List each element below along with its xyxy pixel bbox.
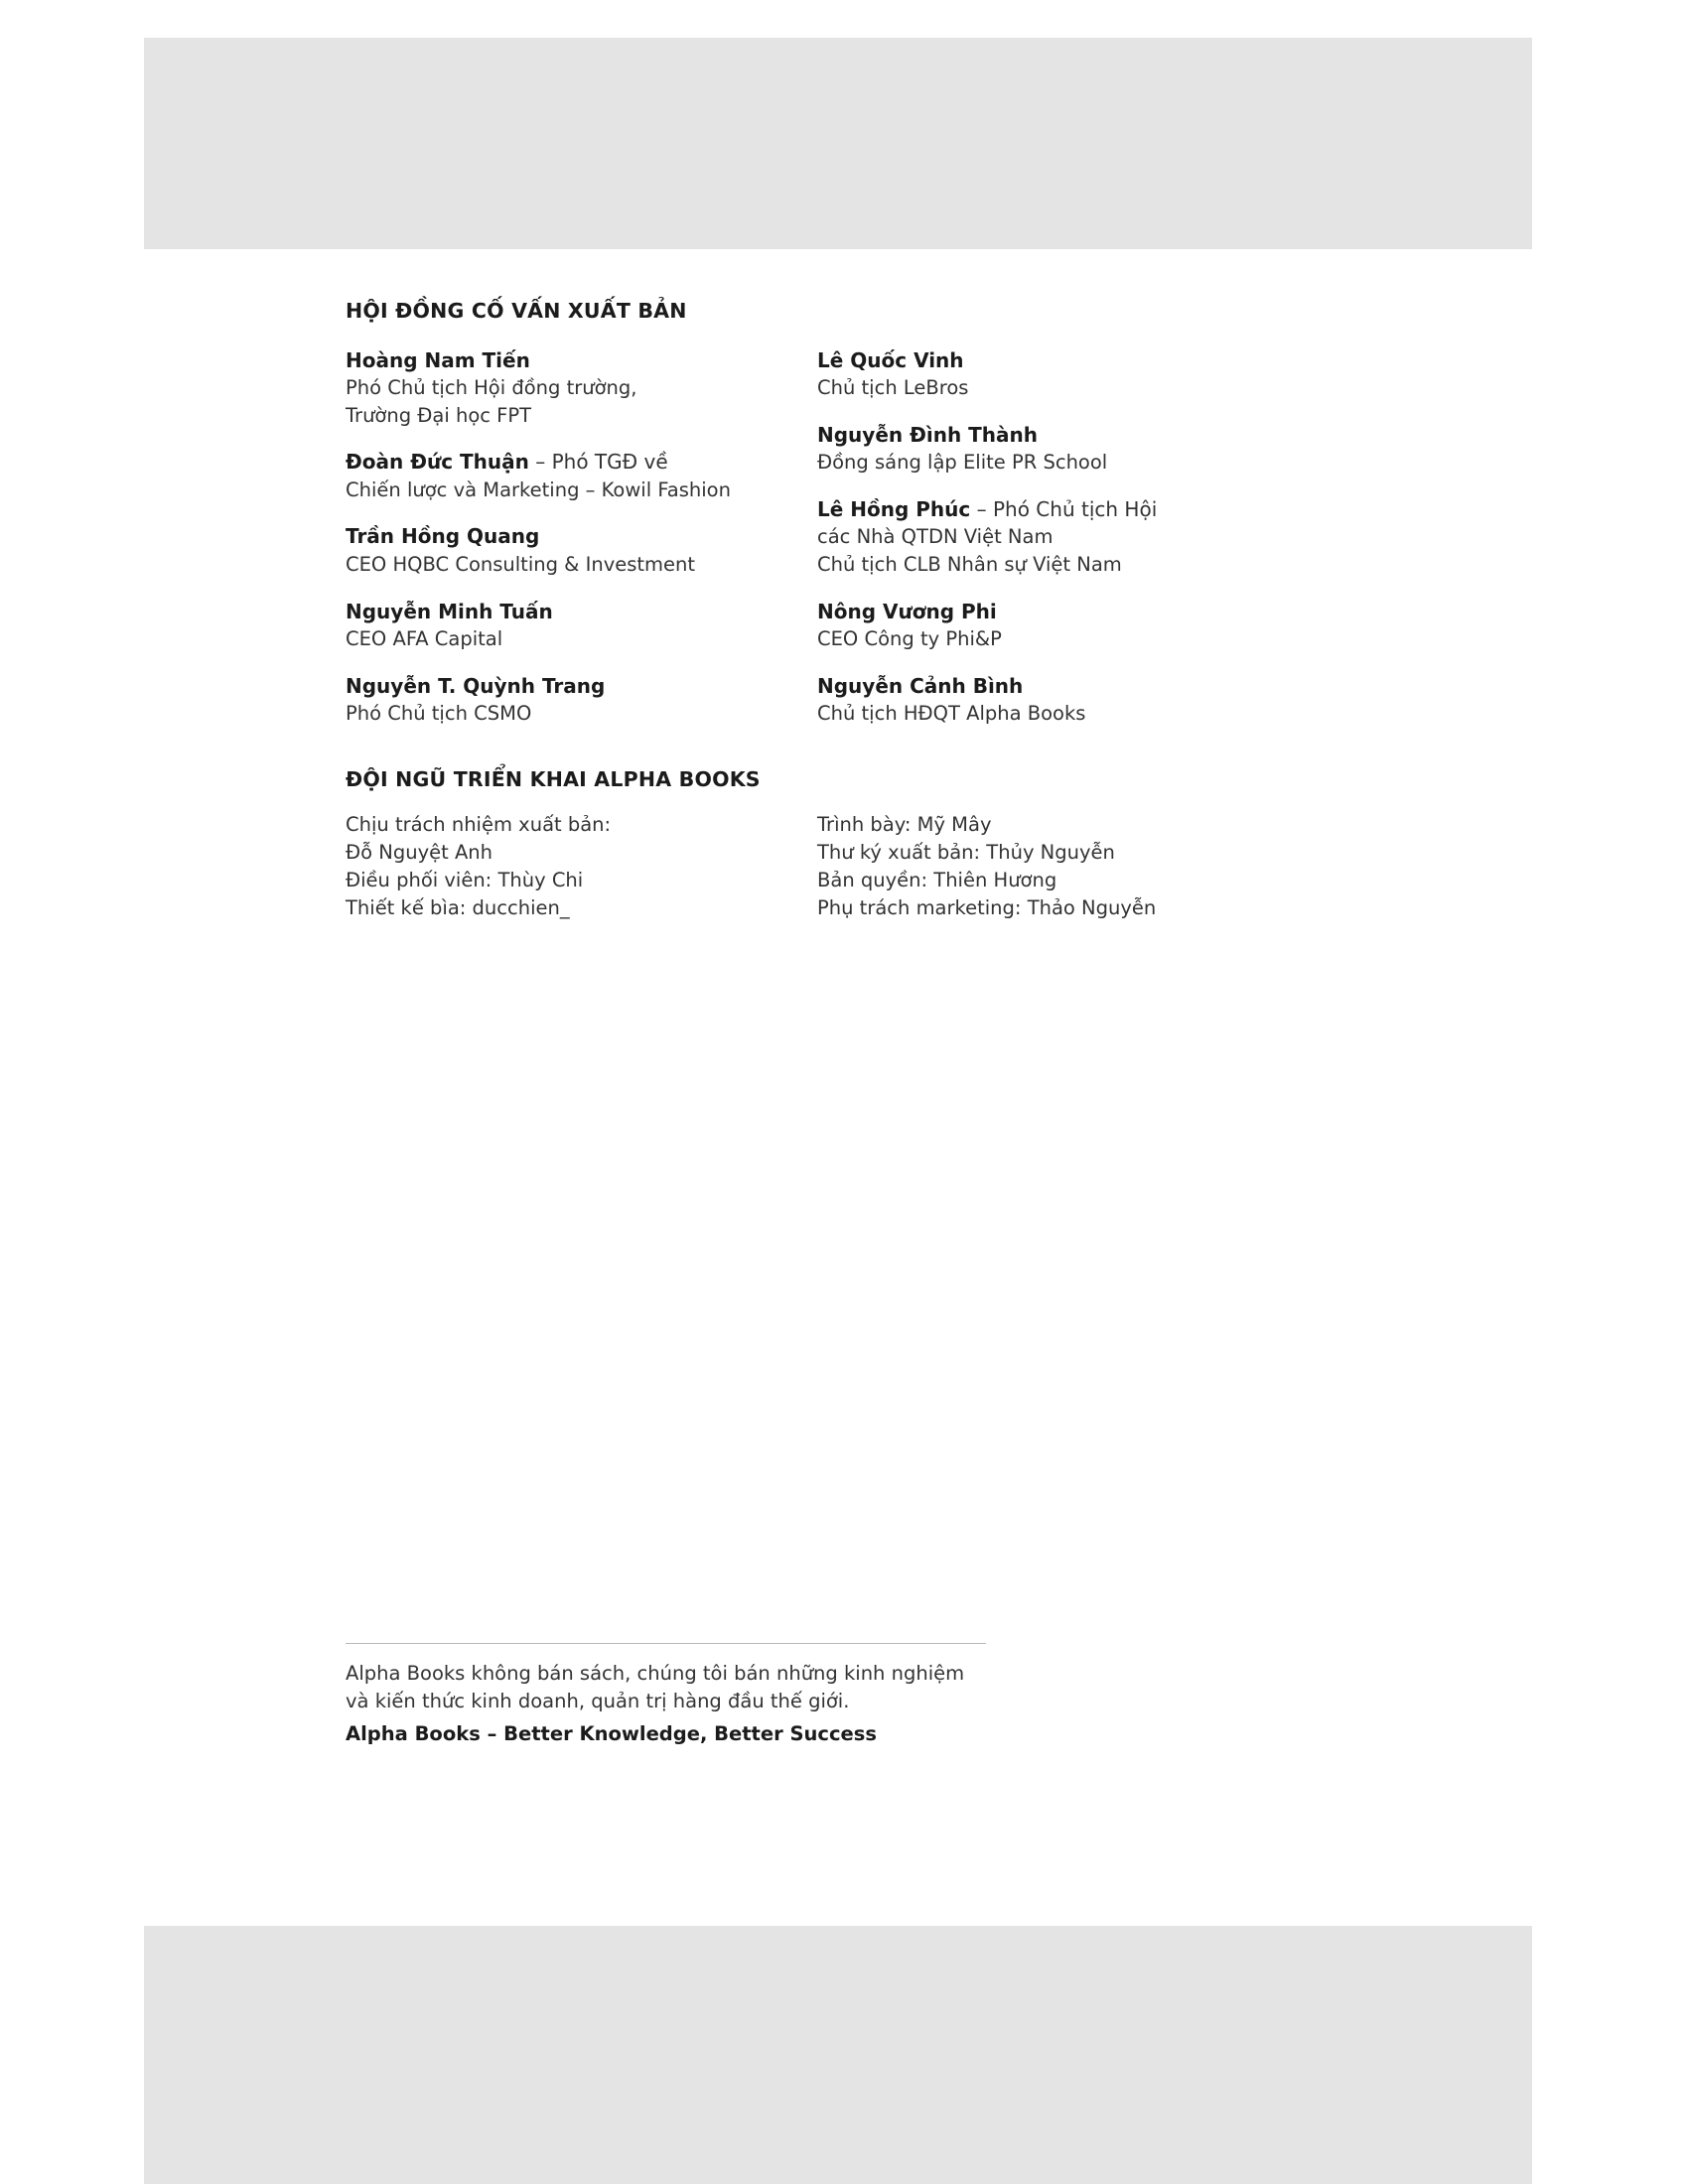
advisor-name-text: Nguyễn T. Quỳnh Trang xyxy=(346,673,606,698)
advisor-role-line: Chủ tịch HĐQT Alpha Books xyxy=(817,702,1086,726)
team-line: Trình bày: Mỹ Mây xyxy=(817,812,992,836)
advisor-entry xyxy=(817,598,1279,653)
advisor-entry xyxy=(346,522,807,578)
advisor-role-line: Chiến lược và Marketing – Kowil Fashion xyxy=(346,478,731,501)
advisor-name xyxy=(817,495,1279,523)
advisor-name xyxy=(346,346,807,374)
advisor-role-inline: – Phó Chủ tịch Hội xyxy=(970,496,1158,521)
advisor-name xyxy=(817,672,1279,700)
publisher-tagline: Alpha Books – Better Knowledge, Better Success xyxy=(346,1721,877,1745)
advisor-entry xyxy=(346,672,807,728)
team-line: Đỗ Nguyệt Anh xyxy=(346,840,493,864)
advisor-role-line: CEO Công ty Phi&P xyxy=(817,626,1002,650)
team-line: Thiết kế bìa: ducchien_ xyxy=(346,895,570,919)
footnote-line: và kiến thức kinh doanh, quản trị hàng đầu thế giới. xyxy=(346,1690,850,1713)
advisor-name-text: Lê Quốc Vinh xyxy=(817,347,964,372)
advisor-role-line: các Nhà QTDN Việt Nam xyxy=(817,525,1054,549)
advisor-role-line: Chủ tịch LeBros xyxy=(817,376,969,400)
advisory-board-heading: HỘI ĐỒNG CỐ VẤN XUẤT BẢN xyxy=(346,299,687,323)
advisor-entry xyxy=(346,598,807,653)
footnote-divider xyxy=(346,1643,986,1644)
team-columns xyxy=(346,811,1338,922)
team-line: Thư ký xuất bản: Thủy Nguyễn xyxy=(817,840,1115,864)
advisor-name xyxy=(346,522,807,550)
header-band xyxy=(144,38,1532,249)
advisor-name xyxy=(346,598,807,625)
publisher-footnote xyxy=(346,1643,986,1748)
advisor-name-text: Đoàn Đức Thuận xyxy=(346,450,529,475)
advisor-role-line: CEO AFA Capital xyxy=(346,626,503,650)
advisor-name-text: Hoàng Nam Tiến xyxy=(346,347,530,372)
advisor-name-text: Nông Vương Phi xyxy=(817,599,997,623)
advisor-role-line: CEO HQBC Consulting & Investment xyxy=(346,552,696,576)
advisor-name xyxy=(817,346,1279,374)
advisory-board-right-column xyxy=(817,346,1279,728)
advisor-entry xyxy=(817,672,1279,728)
advisor-name xyxy=(817,421,1279,449)
advisor-name xyxy=(346,672,807,700)
footer-band xyxy=(144,1926,1532,2184)
advisor-entry xyxy=(346,346,807,430)
advisor-role-line: Phó Chủ tịch CSMO xyxy=(346,702,532,726)
team-heading: ĐỘI NGŨ TRIỂN KHAI ALPHA BOOKS xyxy=(346,766,761,791)
advisor-entry xyxy=(817,421,1279,477)
advisor-role-inline: – Phó TGĐ về xyxy=(528,450,668,475)
team-line: Chịu trách nhiệm xuất bản: xyxy=(346,812,612,836)
advisor-name-text: Nguyễn Minh Tuấn xyxy=(346,599,553,623)
advisor-role-line: Phó Chủ tịch Hội đồng trường, xyxy=(346,376,637,400)
advisor-name-text: Nguyễn Đình Thành xyxy=(817,422,1039,447)
advisory-board-columns xyxy=(346,346,1338,728)
advisor-role-line: Trường Đại học FPT xyxy=(346,403,532,427)
advisor-name-text: Lê Hồng Phúc xyxy=(817,496,971,521)
advisory-board-left-column xyxy=(346,346,807,728)
team-line: Bản quyền: Thiên Hương xyxy=(817,868,1057,891)
team-line: Điều phối viên: Thùy Chi xyxy=(346,868,584,891)
advisor-name-text: Nguyễn Cảnh Bình xyxy=(817,673,1024,698)
team-right-column xyxy=(817,811,1279,922)
team-left-column xyxy=(346,811,807,922)
advisor-entry xyxy=(346,448,807,503)
advisor-role-line: Đồng sáng lập Elite PR School xyxy=(817,451,1108,475)
team-line: Phụ trách marketing: Thảo Nguyễn xyxy=(817,895,1157,919)
advisor-role-line: Chủ tịch CLB Nhân sự Việt Nam xyxy=(817,552,1122,576)
advisor-entry xyxy=(817,346,1279,402)
advisor-name xyxy=(346,448,807,476)
advisor-name xyxy=(817,598,1279,625)
publication-credits xyxy=(346,298,1338,922)
advisor-name-text: Trần Hồng Quang xyxy=(346,524,540,549)
footnote-line: Alpha Books không bán sách, chúng tôi bán những kinh nghiệm xyxy=(346,1662,965,1685)
advisor-entry xyxy=(817,495,1279,579)
